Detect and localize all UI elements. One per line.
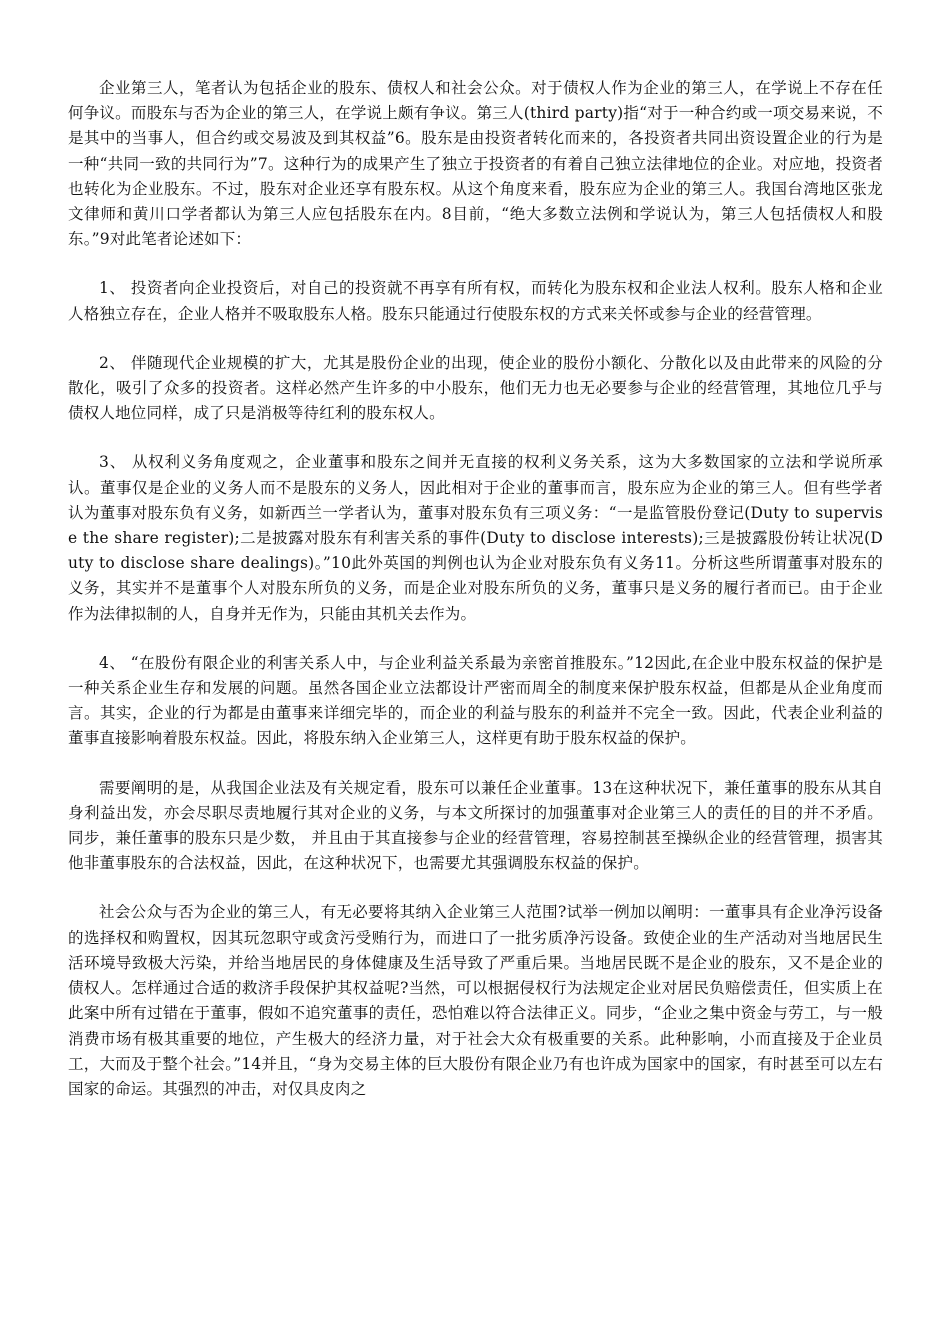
paragraph-point-3: 3、 从权利义务角度观之，企业董事和股东之间并无直接的权利义务关系，这为大多数国家的立法和学说所承认。董事仅是企业的义务人而不是股东的义务人，因此相对于企业的董事而言，股东应为企业的第三人。但有些学者认为董事对股东负有义务，如新西兰一学者认为，董事对股东负有三项义务：“一是监管股份登记(Duty to supervise the share register);二是披露对股东有利害关系的事件(Duty to disclose interests);三是披露股份转让状况(Duty to disclose share dealings)。”10此外英国的判例也认为企业对股东负有义务11。分析这些所谓董事对股东的义务，其实并不是董事个人对股东所负的义务，而是企业对股东所负的义务，董事只是义务的履行者而已。由于企业作为法律拟制的人，自身并无作为，只能由其机关去作为。	[68, 453, 883, 623]
paragraph-point-2: 2、 伴随现代企业规模的扩大，尤其是股份企业的出现，使企业的股份小额化、分散化以及由此带来的风险的分散化，吸引了众多的投资者。这样必然产生许多的中小股东，他们无力也无必要参与企业的经营管理，其地位几乎与债权人地位同样，成了只是消极等待红利的股东权人。	[68, 353, 883, 423]
paragraph-clarification: 需要阐明的是，从我国企业法及有关规定看，股东可以兼任企业董事。13在这种状况下，兼任董事的股东从其自身利益出发，亦会尽职尽责地履行其对企业的义务，与本文所探讨的加强董事对企业第三人的责任的目的并不矛盾。同步，兼任董事的股东只是少数， 并且由于其直接参与企业的经营管理，容易控制甚至操纵企业的经营管理，损害其他非董事股东的合法权益，因此，在这种状况下，也需要尤其强调股东权益的保护。	[68, 778, 883, 873]
paragraph-intro: 企业第三人，笔者认为包括企业的股东、债权人和社会公众。对于债权人作为企业的第三人，在学说上不存在任何争议。而股东与否为企业的第三人，在学说上颇有争议。第三人(third party)指“对于一种合约或一项交易来说，不是其中的当事人，但合约或交易波及到其权益”6。股东是由投资者转化而来的，各投资者共同出资设置企业的行为是一种“共同一致的共同行为”7。这种行为的成果产生了独立于投资者的有着自己独立法律地位的企业。对应地，投资者也转化为企业股东。不过，股东对企业还享有股东权。从这个角度来看，股东应为企业的第三人。我国台湾地区张龙文律师和黄川口学者都认为第三人应包括股东在内。8目前，“绝大多数立法例和学说认为，第三人包括债权人和股东。”9对此笔者论述如下：	[68, 79, 883, 249]
paragraph-point-1: 1、 投资者向企业投资后，对自己的投资就不再享有所有权，而转化为股东权和企业法人权利。股东人格和企业人格独立存在，企业人格并不吸取股东人格。股东只能通过行使股东权的方式来关怀或参与企业的经营管理。	[68, 279, 883, 323]
document-page	[68, 76, 883, 1102]
paragraph-point-4: 4、 “在股份有限企业的利害关系人中，与企业利益关系最为亲密首推股东。”12因此,在企业中股东权益的保护是一种关系企业生存和发展的问题。虽然各国企业立法都设计严密而周全的制度来保护股东权益，但都是从企业角度而言。其实，企业的行为都是由董事来详细完毕的，而企业的利益与股东的利益并不完全一致。因此，代表企业利益的董事直接影响着股东权益。因此，将股东纳入企业第三人，这样更有助于股东权益的保护。	[68, 653, 883, 748]
paragraph-public: 社会公众与否为企业的第三人，有无必要将其纳入企业第三人范围?试举一例加以阐明：一董事具有企业净污设备的选择权和购置权，因其玩忽职守或贪污受贿行为，而进口了一批劣质净污设备。致使企业的生产活动对当地居民生活环境导致极大污染，并给当地居民的身体健康及生活导致了严重后果。当地居民既不是企业的股东，又不是企业的债权人。怎样通过合适的救济手段保护其权益呢?当然，可以根据侵权行为法规定企业对居民负赔偿责任，但实质上在此案中所有过错在于董事，假如不追究董事的责任，恐怕难以符合法律正义。同步，“企业之集中资金与劳工，与一般消费市场有极其重要的地位，产生极大的经济力量，对于社会大众有极重要的关系。此种影响，小而直接及于企业员工，大而及于整个社会。”14并且，“身为交易主体的巨大股份有限企业乃有也许成为国家中的国家，有时甚至可以左右国家的命运。其强烈的冲击，对仅具皮肉之	[68, 903, 883, 1098]
